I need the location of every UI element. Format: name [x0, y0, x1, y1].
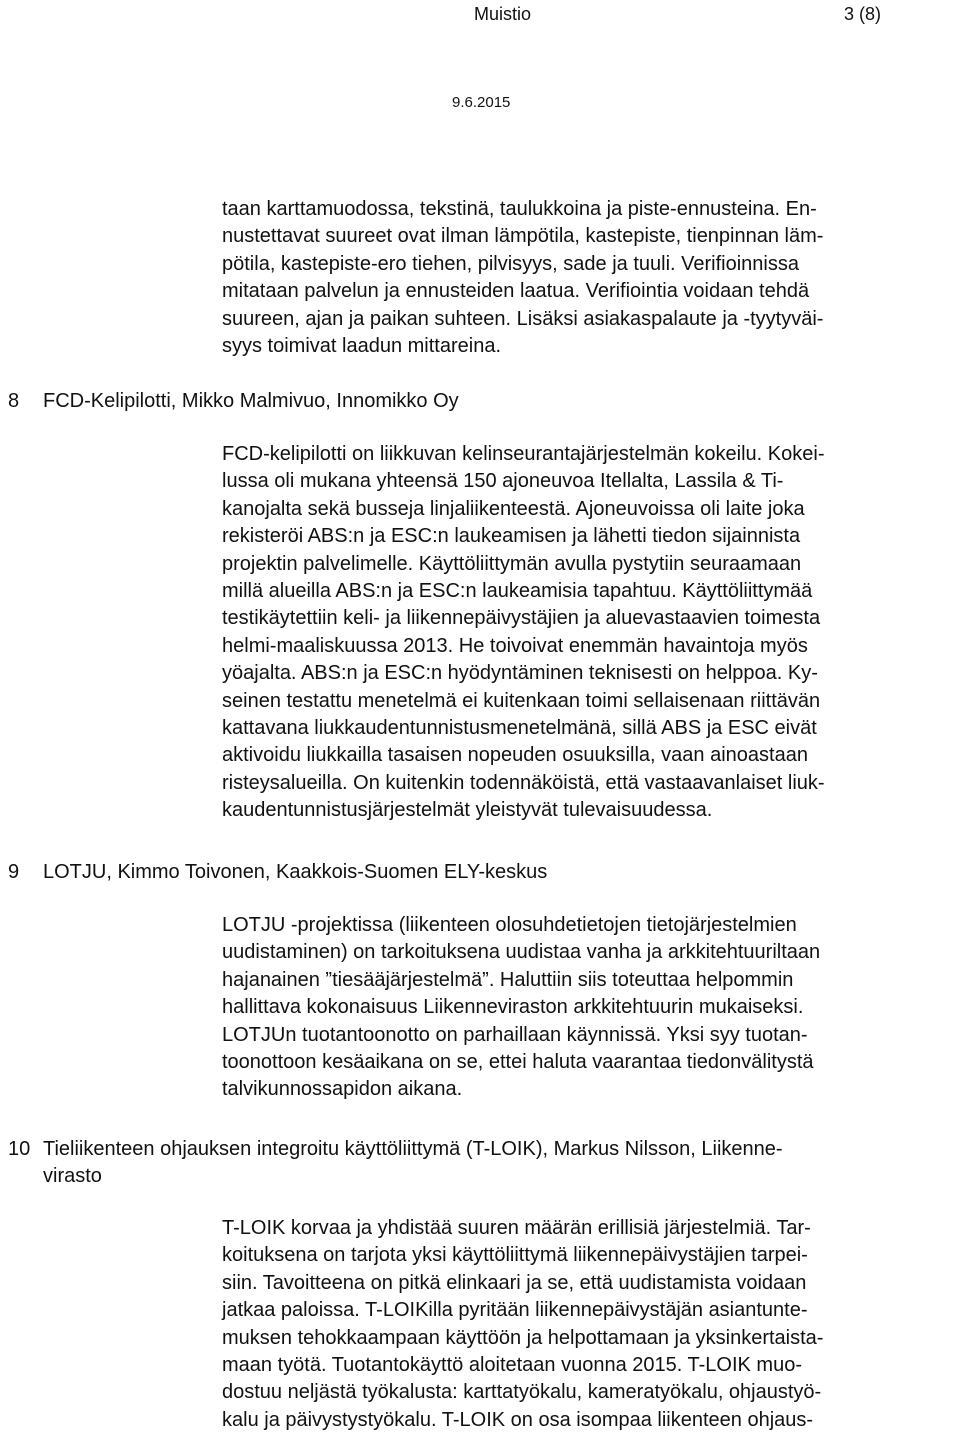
section-heading-8 [8, 388, 459, 415]
section-heading-9 [8, 859, 547, 886]
section-number: 8 [8, 390, 20, 412]
section-body-9: LOTJU -projektissa (liikenteen olosuhdetietojen tietojärjestelmien uudistaminen) on tarkoituksena uudistaa vanha ja arkkitehtuuriltaan hajanainen ”tiesääjärjestelmä”. Haluttiin siis toteuttaa helpommin hallittava kokonaisuus Liikenneviraston arkkitehtuurin mukaiseksi. LOTJUn tuotantoonotto on parhaillaan käynnissä. Yksi syy tuotan- toonottoon kesäaikana on se, ettei haluta vaarantaa tiedonvälitystä talvikunnossapidon aikana. [222, 914, 821, 1101]
page-number: 3 (8) [844, 4, 882, 24]
section-title: LOTJU, Kimmo Toivonen, Kaakkois-Suomen ELY-keskus [43, 861, 548, 883]
section-body-10: T-LOIK korvaa ja yhdistää suuren määrän erillisiä järjestelmiä. Tar- koituksena on tarjota yksi käyttöliittymä liikennepäivystäjien tarpei- siin. Tavoitteena on pitkä elinkaari ja se, että uudistamista voidaan jatkaa paloissa. T-LOIKilla pyritään liikennepäivystäjän asiantunte- muksen tehokkaampaan käyttöön ja helpottamaan ja yksinkertaista- maan työtä. Tuotantokäyttö aloitetaan vuonna 2015. T-LOIK muo- dostuu neljästä työkalusta: karttatyökalu, kameratyökalu, ohjaustyö- kalu ja päivystystyökalu. T-LOIK on osa isompaa liikenteen ohjaus- [222, 1217, 824, 1431]
section-title: FCD-Kelipilotti, Mikko Malmivuo, Innomikko Oy [43, 390, 459, 412]
document-date: 9.6.2015 [452, 94, 511, 111]
intro-paragraph: taan karttamuodossa, tekstinä, taulukkoina ja piste-ennusteina. En- nustettavat suureet ovat ilman lämpötila, kastepiste, tienpinnan läm- pötila, kastepiste-ero tiehen, pilvisyys, sade ja tuuli. Verifioinnissa mitataan palvelun ja ennusteiden laatua. Verifiointia voidaan tehdä suureen, ajan ja paikan suhteen. Lisäksi asiakaspalaute ja -tyytyväi- syys toimivat laadun mittareina. [222, 198, 824, 358]
document-title: Muistio [474, 4, 532, 24]
section-number: 9 [8, 861, 20, 883]
section-number: 10 [8, 1138, 31, 1160]
section-title: Tieliikenteen ohjauksen integroitu käyttöliittymä (T-LOIK), Markus Nilsson, Liikenne- virasto [43, 1138, 783, 1188]
section-body-8: FCD-kelipilotti on liikkuvan kelinseurantajärjestelmän kokeilu. Kokei- lussa oli mukana yhteensä 150 ajoneuvoa Itellalta, Lassila & Ti- kanojalta sekä busseja linjaliikenteestä. Ajoneuvoissa oli laite joka rekisteröi ABS:n ja ESC:n laukeamisen ja lähetti tiedon sijainnista projektin palvelimelle. Käyttöliittymän avulla pystytiin seuraamaan millä alueilla ABS:n ja ESC:n laukeamisia tapahtuu. Käyttöliittymää testikäytettiin keli- ja liikennepäivystäjien ja aluevastaavien toimesta helmi-maaliskuussa 2013. He toivoivat enemmän havaintoja myös yöajalta. ABS:n ja ESC:n hyödyntäminen teknisesti on helppoa. Ky- seinen testattu menetelmä ei kuitenkaan toimi sellaisenaan riittävän kattavana liukkaudentunnistusmenetelmänä, sillä ABS ja ESC eivät aktivoidu liukkailla tasaisen nopeuden osuuksilla, vaan ainoastaan risteysalueilla. On kuitenkin todennäköistä, että vastaavanlaiset liuk- kaudentunnistusjärjestelmät yleistyvät tulevaisuudessa. [222, 443, 825, 822]
